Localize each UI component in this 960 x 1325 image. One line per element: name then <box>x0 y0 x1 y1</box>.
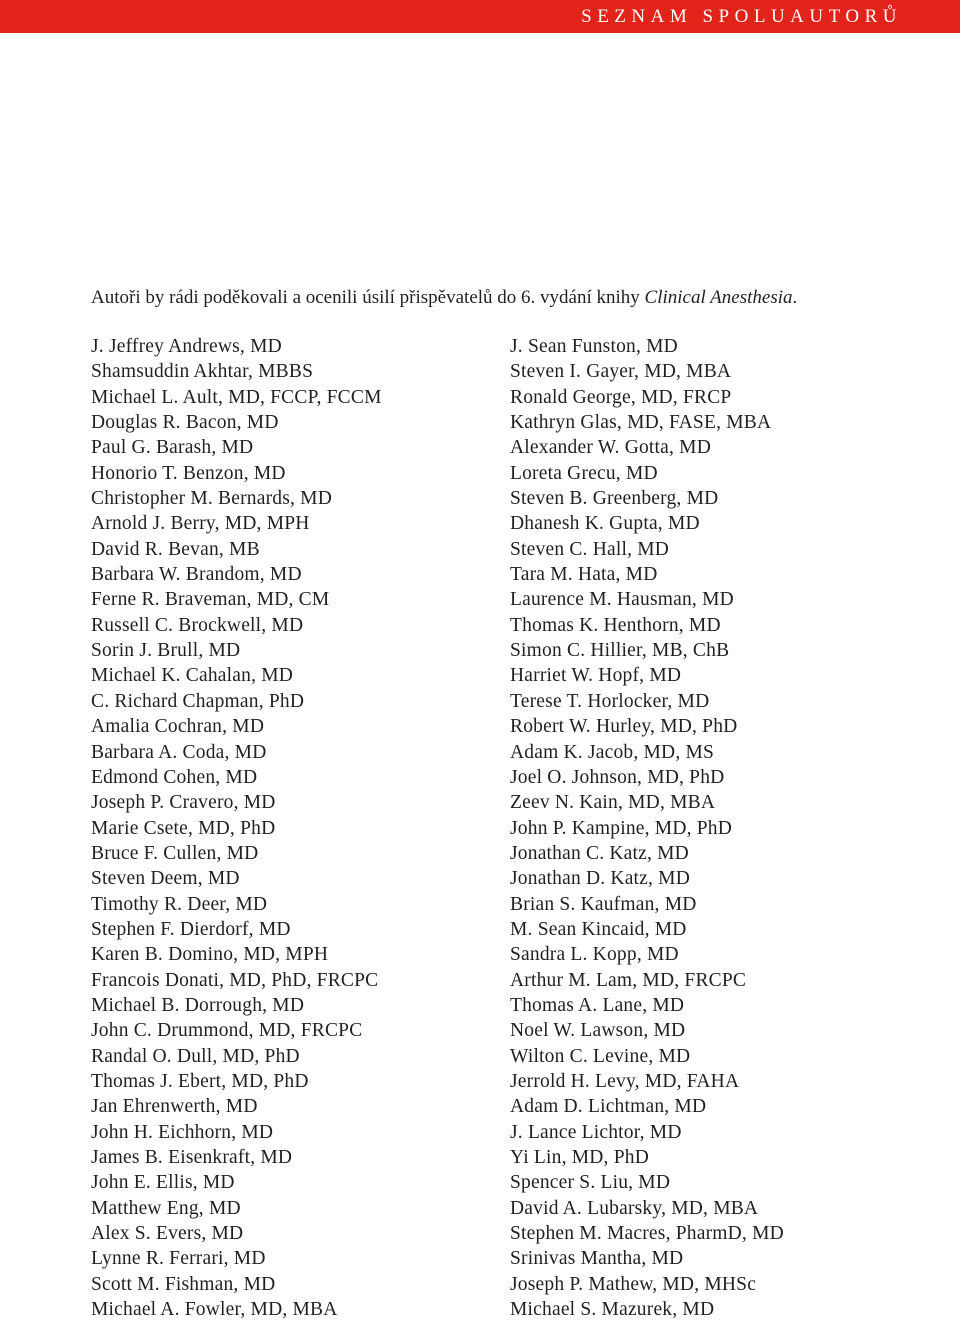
contributor-name: Jan Ehrenwerth, MD <box>91 1096 258 1118</box>
contributor-name: Christopher M. Bernards, MD <box>91 488 332 510</box>
intro-text: Autoři by rádi poděkovali a ocenili úsilí přispěvatelů do 6. vydání knihy <box>91 287 645 308</box>
contributor-name: Sorin J. Brull, MD <box>91 640 241 662</box>
contributor-name: Matthew Eng, MD <box>91 1197 241 1219</box>
contributor-name: Thomas J. Ebert, MD, PhD <box>91 1070 309 1092</box>
contributor-name: Stephen M. Macres, PharmD, MD <box>510 1223 784 1245</box>
contributor-name: Michael A. Fowler, MD, MBA <box>91 1299 338 1321</box>
contributor-name: Randal O. Dull, MD, PhD <box>91 1045 300 1067</box>
contributor-name: Wilton C. Levine, MD <box>510 1045 691 1067</box>
contributor-name: Paul G. Barash, MD <box>91 437 254 459</box>
intro-period: . <box>792 287 798 308</box>
contributor-name: John P. Kampine, MD, PhD <box>510 817 733 839</box>
contributor-name: Noel W. Lawson, MD <box>510 1020 686 1042</box>
contributor-name: C. Richard Chapman, PhD <box>91 690 305 712</box>
contributor-name: Alexander W. Gotta, MD <box>510 437 711 459</box>
contributors-left-column <box>91 334 382 1322</box>
contributor-name: Marie Csete, MD, PhD <box>91 817 276 839</box>
contributor-name: Joel O. Johnson, MD, PhD <box>510 766 725 788</box>
contributor-name: Dhanesh K. Gupta, MD <box>510 513 700 535</box>
contributor-name: Karen B. Domino, MD, MPH <box>91 944 329 966</box>
contributor-name: Barbara A. Coda, MD <box>91 741 267 763</box>
contributor-name: Spencer S. Liu, MD <box>510 1172 671 1194</box>
contributor-name: Alex S. Evers, MD <box>91 1223 244 1245</box>
contributor-name: Loreta Grecu, MD <box>510 462 658 484</box>
contributor-name: Adam K. Jacob, MD, MS <box>510 741 715 763</box>
contributor-name: Scott M. Fishman, MD <box>91 1273 276 1295</box>
contributor-name: James B. Eisenkraft, MD <box>91 1147 293 1168</box>
contributor-name: Kathryn Glas, MD, FASE, MBA <box>510 412 772 434</box>
contributor-name: Arnold J. Berry, MD, MPH <box>91 513 310 535</box>
book-title: Clinical Anesthesia <box>644 287 793 308</box>
contributor-name: Joseph P. Mathew, MD, MHSc <box>510 1273 757 1295</box>
contributor-name: Michael K. Cahalan, MD <box>91 665 294 687</box>
contributor-name: Steven I. Gayer, MD, MBA <box>510 361 732 383</box>
contributor-name: Jonathan C. Katz, MD <box>510 842 689 864</box>
contributor-name: Ferne R. Braveman, MD, CM <box>91 589 330 611</box>
contributor-name: Thomas K. Henthorn, MD <box>510 614 721 636</box>
contributor-name: Adam D. Lichtman, MD <box>510 1096 707 1118</box>
contributor-name: Barbara W. Brandom, MD <box>91 564 302 586</box>
contributor-name: Timothy R. Deer, MD <box>91 893 268 915</box>
contributor-name: J. Jeffrey Andrews, MD <box>91 336 282 357</box>
contributor-name: Robert W. Hurley, MD, PhD <box>510 716 738 738</box>
contributor-name: Yi Lin, MD, PhD <box>510 1147 649 1168</box>
contributor-name: Steven C. Hall, MD <box>510 538 670 560</box>
contributor-name: John H. Eichhorn, MD <box>91 1121 274 1143</box>
contributors-right-column <box>510 334 784 1322</box>
contributor-name: Stephen F. Dierdorf, MD <box>91 918 291 940</box>
contributor-name: Steven Deem, MD <box>91 868 240 890</box>
header-bar <box>0 0 960 33</box>
contributor-name: Brian S. Kaufman, MD <box>510 893 697 915</box>
contributor-name: Simon C. Hillier, MB, ChB <box>510 640 730 662</box>
contributor-name: Michael L. Ault, MD, FCCP, FCCM <box>91 386 382 408</box>
section-title: SEZNAM SPOLUAUTORŮ <box>581 6 902 27</box>
contributor-name: Jonathan D. Katz, MD <box>510 868 691 890</box>
contributor-name: Michael B. Dorrough, MD <box>91 994 305 1016</box>
contributor-name: Edmond Cohen, MD <box>91 766 258 788</box>
contributor-name: J. Lance Lichtor, MD <box>510 1121 682 1143</box>
contributor-name: Srinivas Mantha, MD <box>510 1248 684 1270</box>
contributor-name: Terese T. Horlocker, MD <box>510 690 710 712</box>
contributor-name: Francois Donati, MD, PhD, FRCPC <box>91 969 379 991</box>
contributor-name: Amalia Cochran, MD <box>91 716 265 738</box>
contributor-name: J. Sean Funston, MD <box>510 336 678 357</box>
contributor-name: Bruce F. Cullen, MD <box>91 842 259 864</box>
contributor-name: Tara M. Hata, MD <box>510 564 658 586</box>
contributor-name: Thomas A. Lane, MD <box>510 994 685 1016</box>
contributor-name: Honorio T. Benzon, MD <box>91 462 286 484</box>
contributor-name: Lynne R. Ferrari, MD <box>91 1248 266 1270</box>
contributor-name: Jerrold H. Levy, MD, FAHA <box>510 1070 740 1092</box>
contributor-name: Michael S. Mazurek, MD <box>510 1299 715 1321</box>
contributor-name: Harriet W. Hopf, MD <box>510 665 682 687</box>
contributor-name: Douglas R. Bacon, MD <box>91 412 279 434</box>
contributor-name: Shamsuddin Akhtar, MBBS <box>91 361 314 383</box>
contributor-name: Zeev N. Kain, MD, MBA <box>510 792 716 814</box>
contributor-name: John E. Ellis, MD <box>91 1172 235 1194</box>
contributor-name: Russell C. Brockwell, MD <box>91 614 304 636</box>
contributor-name: Steven B. Greenberg, MD <box>510 488 719 510</box>
contributor-name: Arthur M. Lam, MD, FRCPC <box>510 969 747 991</box>
contributor-name: Sandra L. Kopp, MD <box>510 944 679 966</box>
contributor-name: M. Sean Kincaid, MD <box>510 918 687 940</box>
contributor-name: John C. Drummond, MD, FRCPC <box>91 1020 363 1042</box>
contributor-name: Laurence M. Hausman, MD <box>510 589 734 611</box>
contributor-name: David A. Lubarsky, MD, MBA <box>510 1197 759 1219</box>
contributor-name: David R. Bevan, MB <box>91 538 260 560</box>
intro-paragraph <box>91 286 797 310</box>
contributor-name: Joseph P. Cravero, MD <box>91 792 276 814</box>
contributor-name: Ronald George, MD, FRCP <box>510 386 732 408</box>
